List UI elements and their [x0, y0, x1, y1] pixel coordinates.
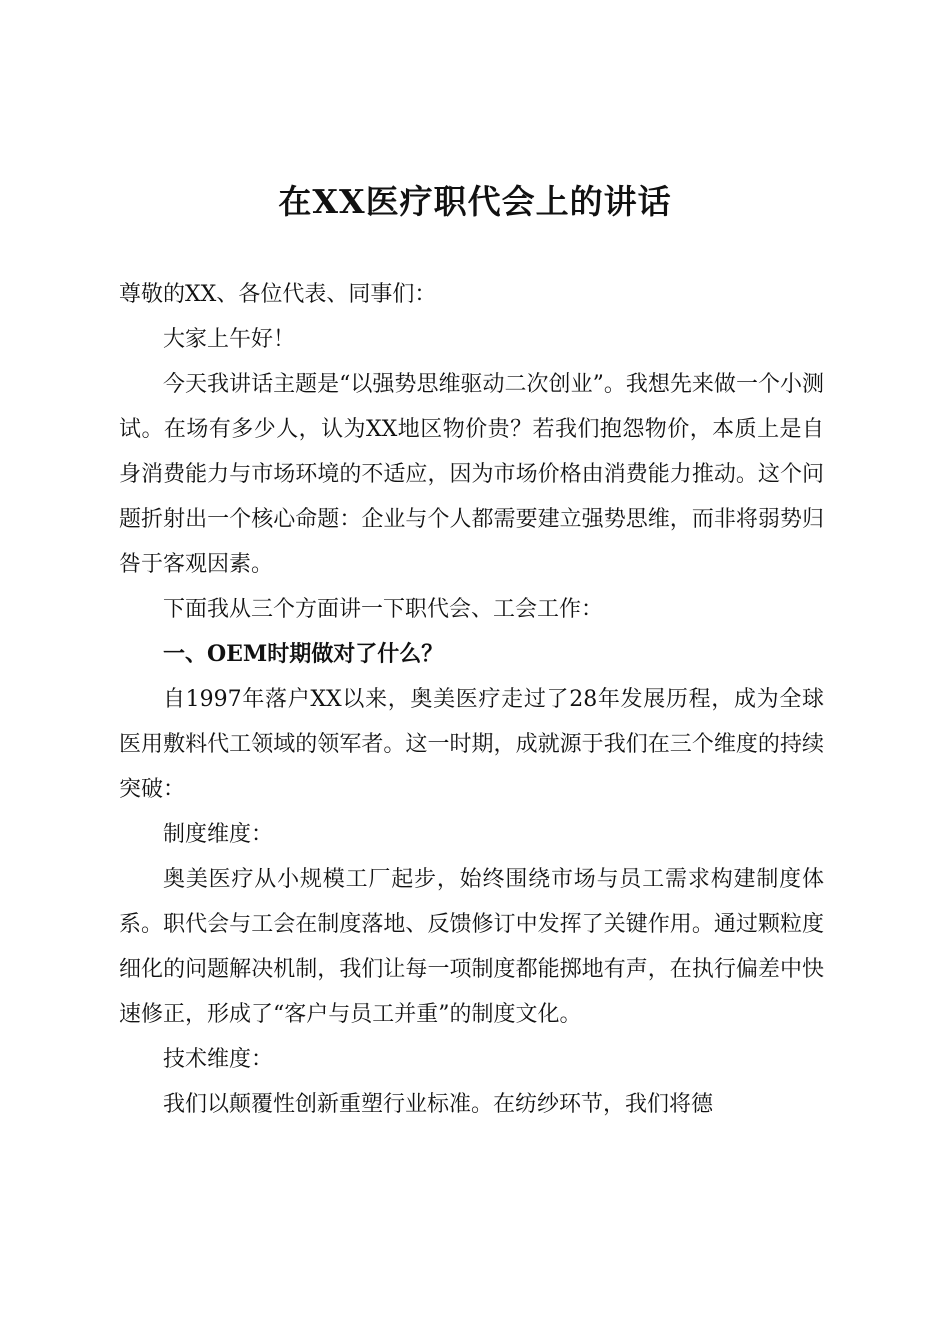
subheading-technology: 技术维度：: [163, 1047, 274, 1072]
paragraph-institution: 奥美医疗从小规模工厂起步，始终围绕市场与员工需求构建制度体系。职代会与工会在制度落地、反馈修订中发挥了关键作用。通过颗粒度细化的问题解决机制，我们让每一项制度都能掷地有声，在执行偏差中快速修正，形成了“客户与员工并重”的制度文化。: [119, 867, 824, 1027]
paragraph-intro: 今天我讲话主题是“以强势思维驱动二次创业”。我想先来做一个小测试。在场有多少人，认为XX地区物价贵？若我们抱怨物价，本质上是自身消费能力与市场环境的不适应，因为市场价格由消费能力推动。这个问题折射出一个核心命题：企业与个人都需要建立强势思维，而非将弱势归咎于客观因素。: [119, 372, 824, 577]
paragraph-outline: 下面我从三个方面讲一下职代会、工会工作：: [163, 597, 604, 622]
section-heading-1: 一、OEM时期做对了什么？: [163, 641, 444, 667]
greeting: 大家上午好！: [163, 327, 296, 352]
subheading-institution: 制度维度：: [163, 822, 274, 847]
salutation: 尊敬的XX、各位代表、同事们：: [119, 282, 437, 307]
paragraph-section1: 自1997年落户XX以来，奥美医疗走过了28年发展历程，成为全球医用敷料代工领域的领军者。这一时期，成就源于我们在三个维度的持续突破：: [119, 687, 824, 802]
document-title: 在XX医疗职代会上的讲话: [278, 182, 672, 221]
document-body: [119, 272, 824, 1127]
paragraph-technology: 我们以颠覆性创新重塑行业标准。在纺纱环节，我们将德: [163, 1092, 714, 1117]
